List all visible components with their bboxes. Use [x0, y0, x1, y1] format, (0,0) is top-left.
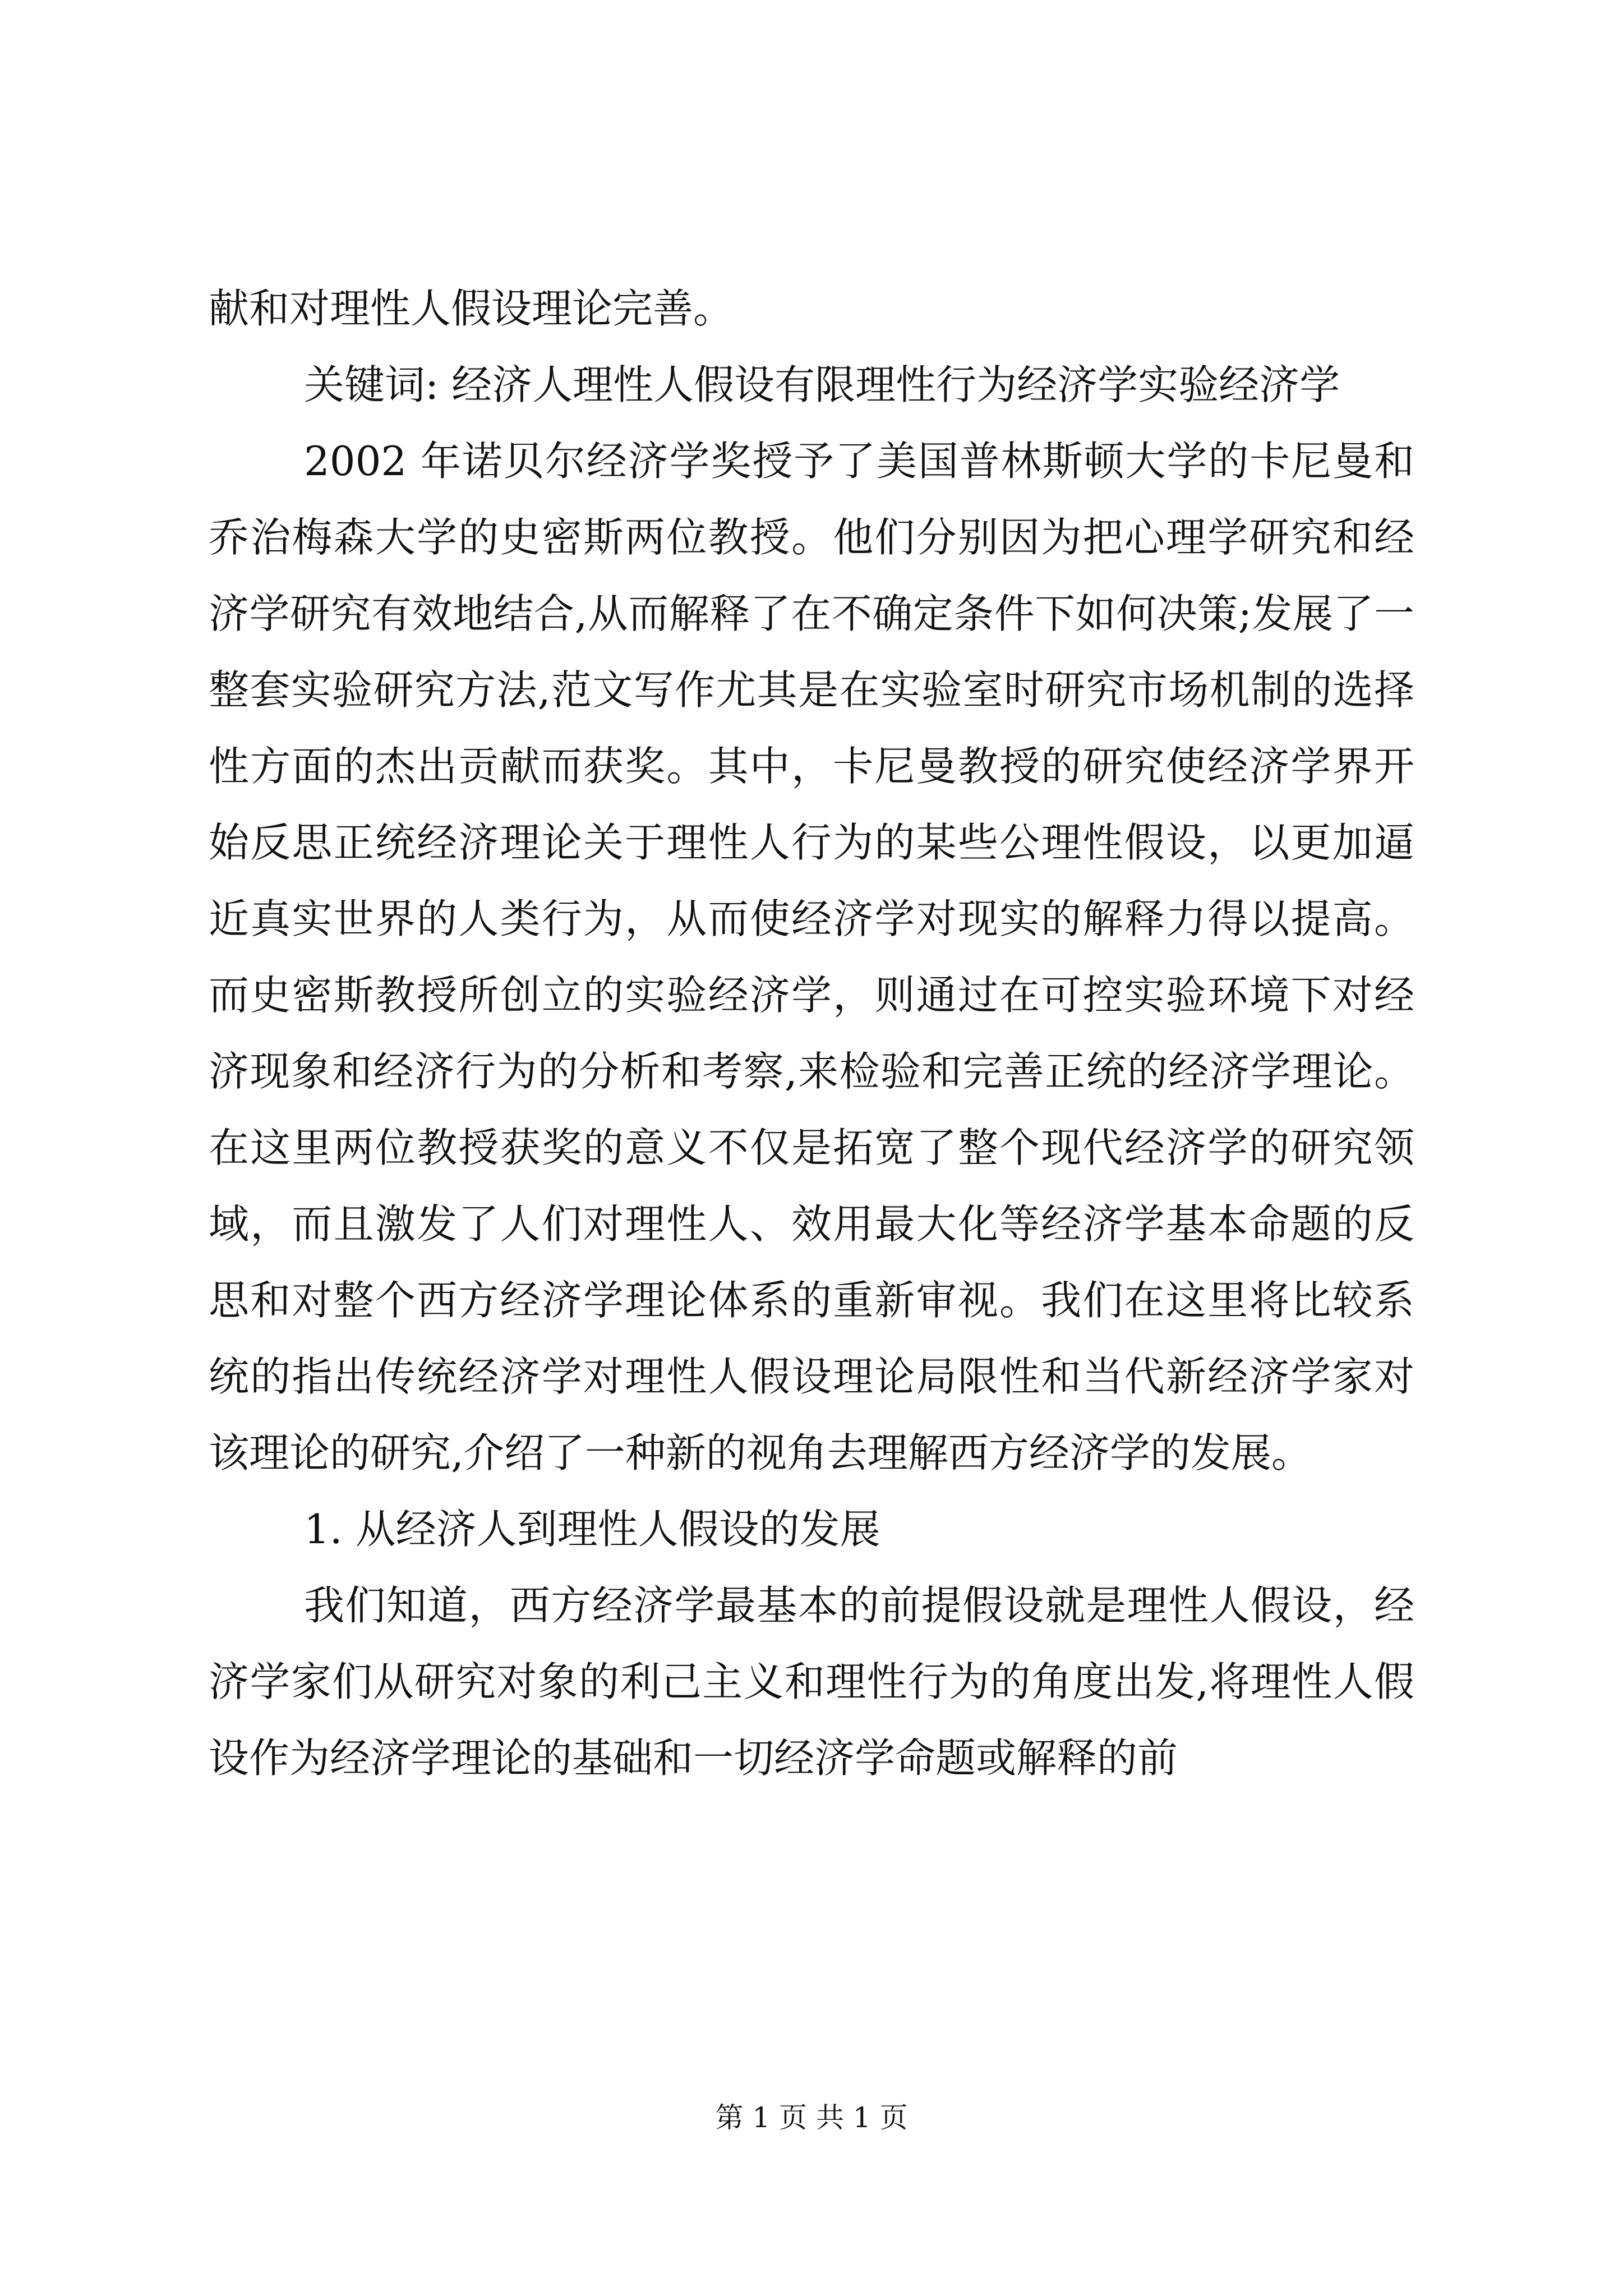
document-body: [209, 270, 1414, 1796]
page-footer: 第 1 页 共 1 页: [715, 2101, 908, 2134]
body-paragraph: 2002 年诺贝尔经济学奖授予了美国普林斯顿大学的卡尼曼和乔治梅森大学的史密斯两位教授。他们分别因为把心理学研究和经济学研究有效地结合,从而解释了在不确定条件下如何决策;发展了一整套实验研究方法,范文写作尤其是在实验室时研究市场机制的选择性方面的杰出贡献而获奖。其中，卡尼曼教授的研究使经济学界开始反思正统经济理论关于理性人行为的某些公理性假设，以更加逼近真实世界的人类行为，从而使经济学对现实的解释力得以提高。而史密斯教授所创立的实验经济学，则通过在可控实验环境下对经济现象和经济行为的分析和考察,来检验和完善正统的经济学理论。在这里两位教授获奖的意义不仅是拓宽了整个现代经济学的研究领域，而且激发了人们对理性人、效用最大化等经济学基本命题的反思和对整个西方经济学理论体系的重新审视。我们在这里将比较系统的指出传统经济学对理性人假设理论局限性和当代新经济学家对该理论的研究,介绍了一种新的视角去理解西方经济学的发展。: [209, 438, 1414, 1476]
body-paragraph: 我们知道，西方经济学最基本的前提假设就是理性人假设，经济学家们从研究对象的利己主义和理性行为的角度出发,将理性人假设作为经济学理论的基础和一切经济学命题或解释的前: [209, 1582, 1414, 1782]
keywords-paragraph: 关键词: 经济人理性人假设有限理性行为经济学实验经济学: [304, 361, 1340, 408]
section-heading: 1. 从经济人到理性人假设的发展: [304, 1506, 880, 1553]
paragraph-continuation: 献和对理性人假设理论完善。: [209, 285, 734, 332]
